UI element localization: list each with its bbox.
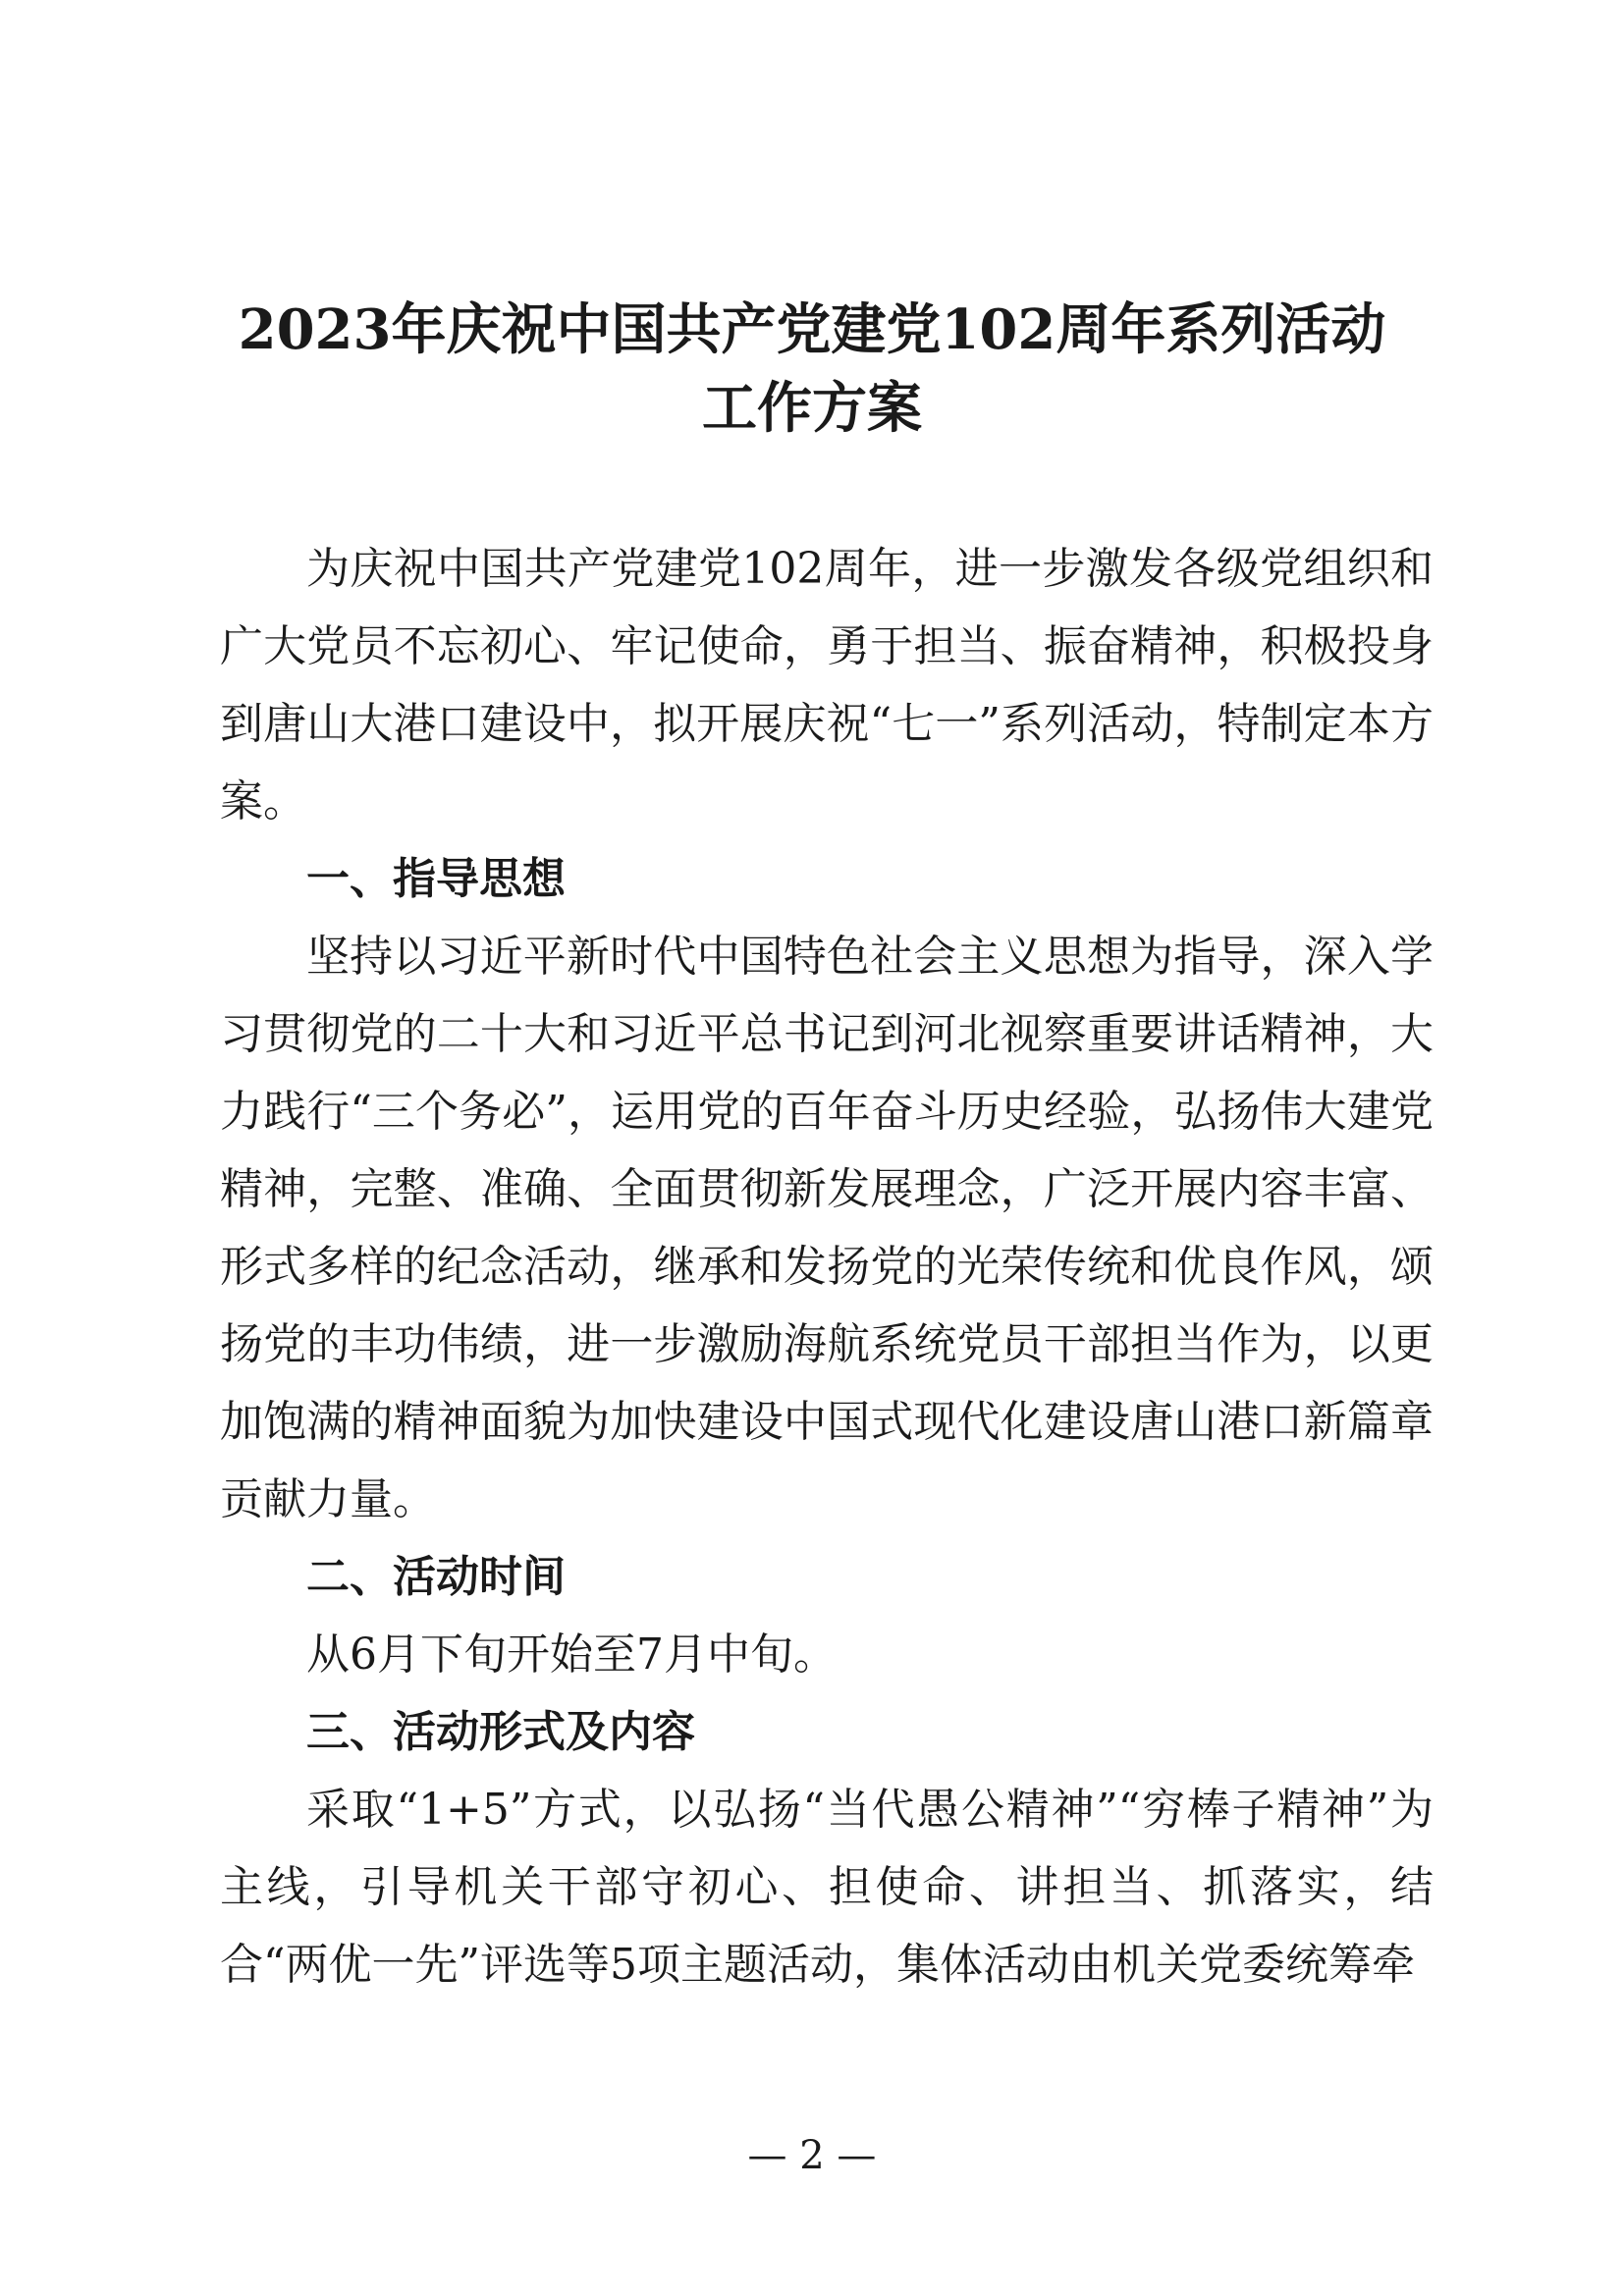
section-heading-guiding-ideology: 一、指导思想 <box>306 854 566 904</box>
document-title-line-1: 2023年庆祝中国共产党建党102周年系列活动 <box>238 297 1386 362</box>
section-heading-activity-time: 二、活动时间 <box>306 1552 566 1602</box>
section-paragraph-guiding-ideology: 坚持以习近平新时代中国特色社会主义思想为指导，深入学习贯彻党的二十大和习近平总书记到河北视察重要讲话精神，大力践行“三个务必”，运用党的百年奋斗历史经验，弘扬伟大建党精神，完整、准确、全面贯彻新发展理念，广泛开展内容丰富、形式多样的纪念活动，继承和发扬党的光荣传统和优良作风，颂扬党的丰功伟绩，进一步激励海航系统党员干部担当作为，以更加饱满的精神面貌为加快建设中国式现代化建设唐山港口新篇章贡献力量。 <box>220 932 1434 1524</box>
section-heading-activity-content: 三、活动形式及内容 <box>306 1707 695 1757</box>
intro-paragraph: 为庆祝中国共产党建党102周年，进一步激发各级党组织和广大党员不忘初心、牢记使命，勇于担当、振奋精神，积极投身到唐山大港口建设中，拟开展庆祝“七一”系列活动，特制定本方案。 <box>220 544 1434 827</box>
section-paragraph-activity-time: 从6月下旬开始至7月中旬。 <box>306 1629 837 1680</box>
document-title-line-2: 工作方案 <box>702 376 922 441</box>
section-paragraph-activity-content: 采取“1+5”方式，以弘扬“当代愚公精神”“穷棒子精神”为主线，引导机关干部守初心、担使命、讲担当、抓落实，结合“两优一先”评选等5项主题活动，集体活动由机关党委统筹牵 <box>220 1785 1434 1990</box>
page-number: — 2 — <box>747 2133 877 2178</box>
